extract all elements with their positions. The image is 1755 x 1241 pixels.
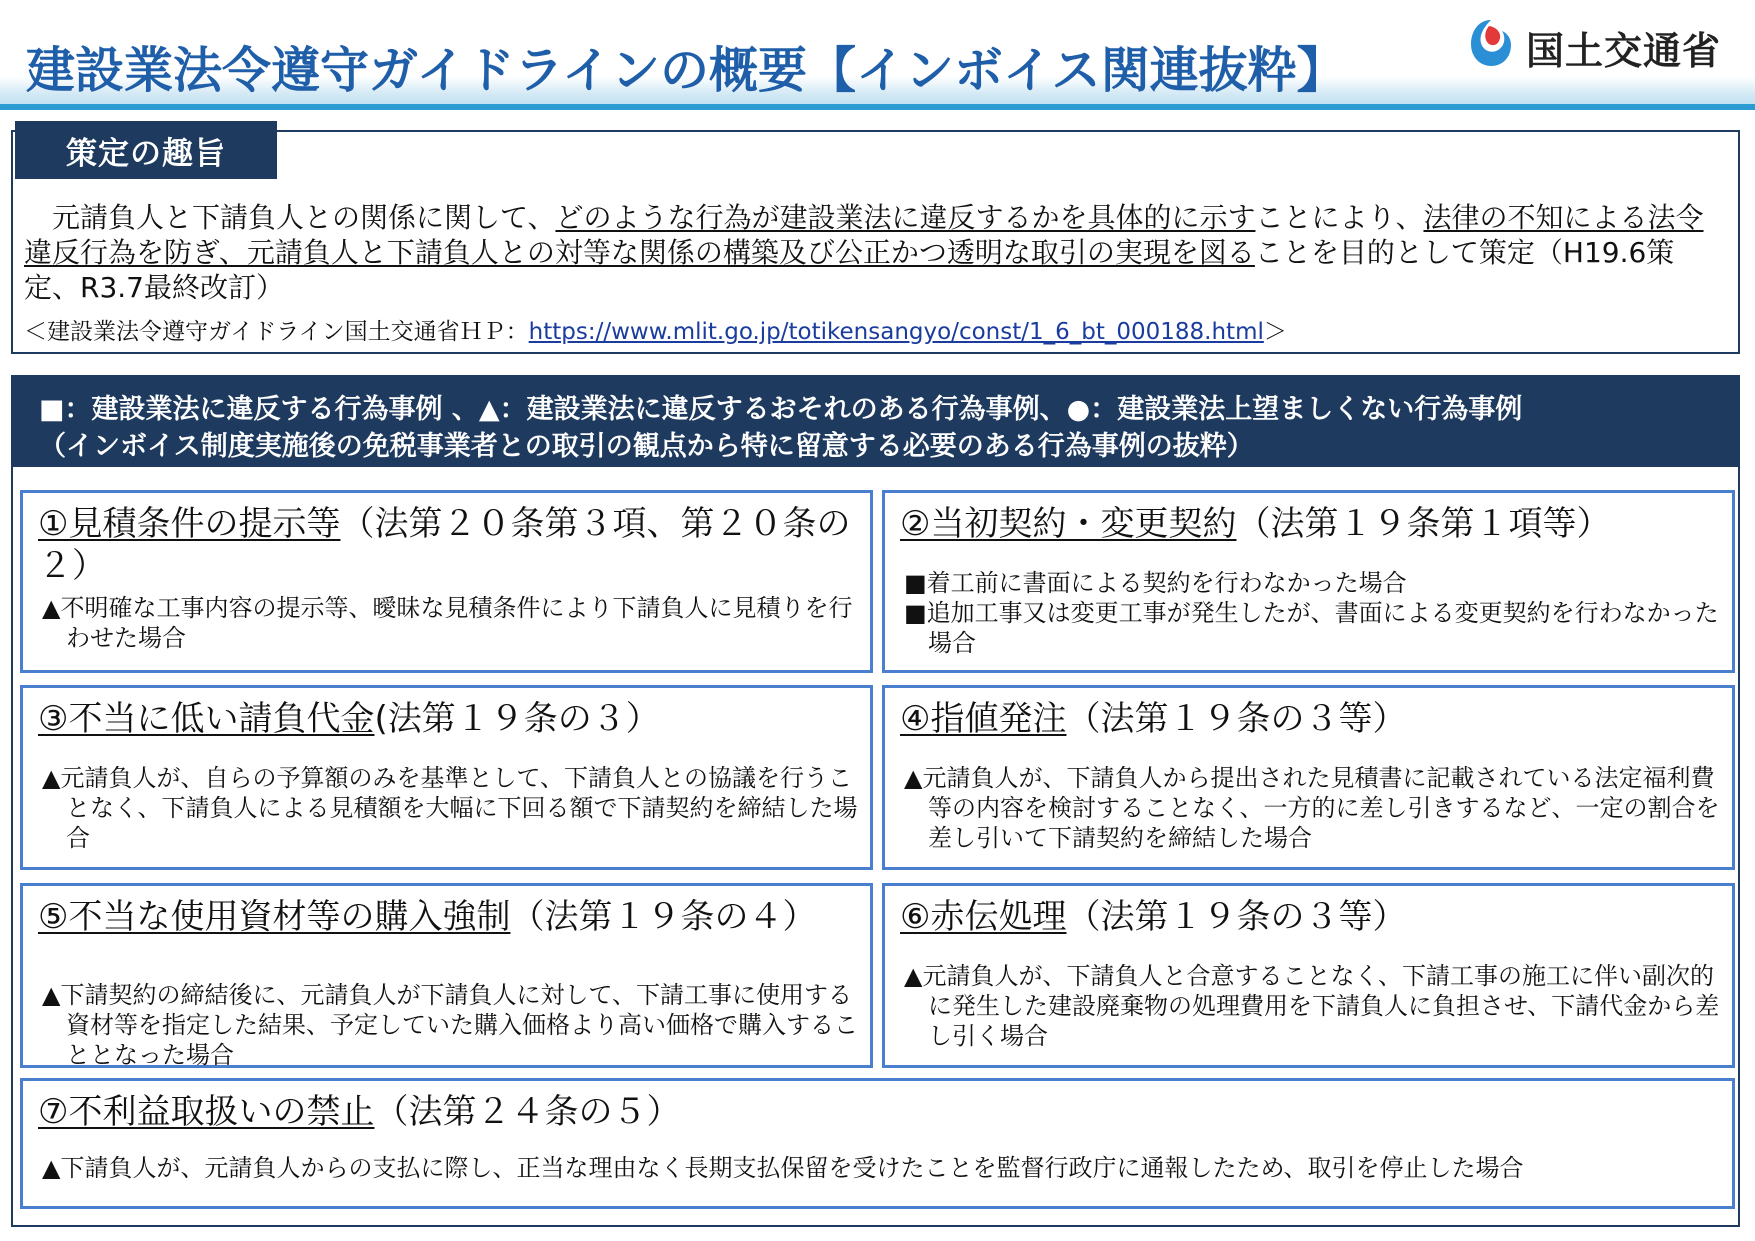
card-title: [38, 896, 858, 938]
examples-subtitle: （インボイス制度実施後の免税事業者との取引の観点から特に留意する必要のある行為事例の抜粋）: [39, 431, 1254, 462]
page-title: 建設業法令遵守ガイドラインの概要【インボイス関連抜粋】: [26, 42, 1346, 99]
example-card-forced-purchase: [20, 883, 873, 1068]
card-title-law: （法第１９条の３等）: [1066, 897, 1407, 937]
card-title-main: ⑥赤伝処理: [900, 897, 1067, 937]
card-body: [42, 593, 858, 653]
example-card-estimate-conditions: [20, 490, 873, 673]
card-body: [904, 961, 1720, 1051]
purpose-text-part: 元請負人と下請負人との関係に関して、: [24, 201, 556, 234]
card-item: ▲不明確な工事内容の提示等、曖昧な見積条件により下請負人に見積りを行わせた場合: [42, 594, 853, 652]
card-title-main: ②当初契約・変更契約: [900, 504, 1237, 544]
card-title: [900, 503, 1720, 545]
example-card-price-order: [882, 685, 1735, 870]
card-title-main: ①見積条件の提示等: [38, 504, 341, 544]
purpose-emphasis: どのような行為が建設業法に違反するかを具体的に示す: [555, 201, 1256, 234]
card-item: ■追加工事又は変更工事が発生したが、書面による変更契約を行わなかった場合: [904, 599, 1719, 657]
logo-text: 国土交通省: [1526, 29, 1722, 73]
card-title: [38, 503, 858, 587]
card-title-law: （法第２４条の５）: [374, 1092, 681, 1132]
card-title-law: （法第２０条第３項、第２０条の２）: [38, 504, 851, 586]
purpose-text: [24, 200, 1724, 305]
card-title-law: （法第１９条の３等）: [1066, 699, 1407, 739]
example-card-disadvantageous-treatment: [20, 1078, 1735, 1209]
mlit-logo-icon: [1468, 16, 1514, 68]
purpose-emphasis: 法律の不知による法令違反行為を防ぎ、元請負人と下請負人との対等な関係の構築及び公正かつ透明な取引の実現を図る: [24, 201, 1704, 269]
card-title-main: ④指値発注: [900, 699, 1067, 739]
example-card-low-price: [20, 685, 873, 870]
examples-header: [13, 377, 1738, 467]
example-card-red-slip: [882, 883, 1735, 1068]
examples-legend: ■：建設業法に違反する行為事例 、▲：建設業法に違反するおそれのある行為事例、●：建設業法上望ましくない行為事例: [39, 394, 1523, 425]
card-title-main: ⑦不利益取扱いの禁止: [38, 1092, 375, 1132]
card-body: [42, 763, 858, 853]
card-item: ▲元請負人が、下請負人と合意することなく、下請工事の施工に伴い副次的に発生した建設廃棄物の処理費用を下請負人に負担させ、下請代金から差し引く場合: [904, 962, 1720, 1050]
link-suffix: ＞: [1263, 319, 1287, 345]
guideline-link-line: [24, 313, 1287, 346]
purpose-tab: 策定の趣旨: [15, 121, 277, 179]
example-card-contracts: [882, 490, 1735, 673]
card-title: [900, 698, 1720, 740]
title-rule: [0, 104, 1755, 110]
card-title: [38, 698, 858, 740]
card-body: [904, 568, 1720, 658]
card-item: ▲元請負人が、下請負人から提出された見積書に記載されている法定福利費等の内容を検討することなく、一方的に差し引きするなど、一定の割合を差し引いて下請契約を締結した場合: [904, 764, 1720, 852]
card-body: [904, 763, 1720, 853]
mlit-logo: [1468, 16, 1738, 73]
card-title-main: ③不当に低い請負代金: [38, 699, 375, 739]
purpose-text-part: ことを目的として策定（H19.6策定、R3.7最終改訂）: [24, 236, 1675, 304]
card-body: [42, 1153, 1720, 1183]
card-body: [42, 980, 858, 1070]
card-title: [38, 1091, 1720, 1133]
card-item: ▲元請負人が、自らの予算額のみを基準として、下請負人との協議を行うことなく、下請負人による見積額を大幅に下回る額で下請契約を締結した場合: [42, 764, 858, 852]
guideline-link[interactable]: https://www.mlit.go.jp/totikensangyo/const/1_6_bt_000188.html: [528, 319, 1264, 345]
purpose-text-part: ことにより、: [1255, 201, 1424, 234]
card-title-law: (法第１９条の３）: [374, 699, 660, 739]
card-title: [900, 896, 1720, 938]
card-title-law: （法第１９条の４）: [510, 897, 817, 937]
card-item: ▲下請負人が、元請負人からの支払に際し、正当な理由なく長期支払保留を受けたことを監督行政庁に通報したため、取引を停止した場合: [42, 1154, 1524, 1182]
link-prefix: ＜建設業法令遵守ガイドライン国土交通省ＨＰ：: [24, 319, 529, 345]
card-item: ▲下請契約の締結後に、元請負人が下請負人に対して、下請工事に使用する資材等を指定した結果、予定していた購入価格より高い価格で購入することとなった場合: [42, 981, 858, 1069]
card-title-main: ⑤不当な使用資材等の購入強制: [38, 897, 511, 937]
card-item: ■着工前に書面による契約を行わなかった場合: [904, 569, 1407, 597]
card-title-law: （法第１９条第１項等）: [1236, 504, 1611, 544]
